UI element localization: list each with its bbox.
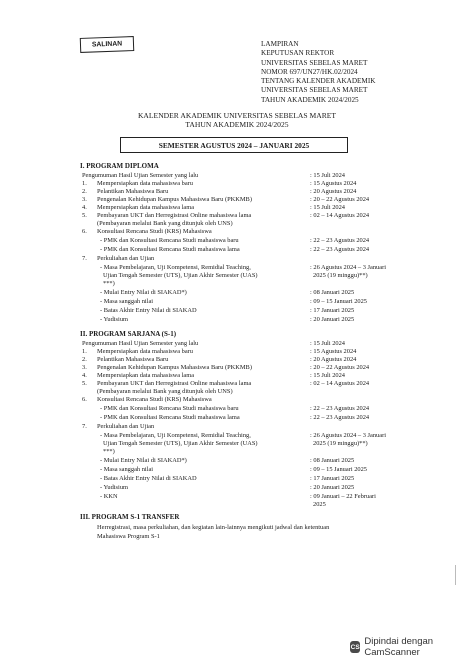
item-date: 2025 (19 minggu)**): [313, 272, 368, 279]
item-label: Mempersiapkan data mahasiswa baru: [97, 348, 194, 355]
subitem-label: - Yudisium: [100, 316, 128, 323]
section-paragraph: Mahasiswa Program S-1: [97, 533, 160, 540]
item-date: : 22 – 23 Agustus 2024: [310, 237, 370, 244]
item-number: 5.: [82, 380, 87, 387]
item-date: : 20 Agustus 2024: [310, 356, 357, 363]
item-label: Pengenalan Kehidupan Kampus Mahasiswa Baru (PKKMB): [97, 196, 252, 203]
lampiran-line: UNIVERSITAS SEBELAS MARET: [261, 86, 368, 95]
item-label: Perkuliahan dan Ujian: [97, 423, 155, 430]
item-date: : 02 – 14 Agustus 2024: [310, 380, 370, 387]
lampiran-header: [261, 40, 375, 105]
item-date: : 22 – 23 Agustus 2024: [310, 405, 370, 412]
item-date: : 09 Januari – 22 Februari: [310, 493, 376, 500]
item-date: : 15 Juli 2024: [310, 204, 345, 211]
subitem-label: - Mulai Entry Nilai di SIAKAD*): [100, 289, 187, 296]
section-heading: III. PROGRAM S-1 TRANSFER: [80, 513, 180, 521]
item-number: 4.: [82, 372, 87, 379]
subitem-label: - Mulai Entry Nilai di SIAKAD*): [100, 457, 187, 464]
item-label: Pelantikan Mahasiswa Baru: [97, 188, 169, 195]
subitem-label: - Masa sanggah nilai: [100, 298, 154, 305]
item-label: Pengenalan Kehidupan Kampus Mahasiswa Baru (PKKMB): [97, 364, 252, 371]
item-date: : 22 – 23 Agustus 2024: [310, 414, 370, 421]
item-label: Pengumuman Hasil Ujian Semester yang lalu: [82, 340, 199, 347]
item-number: 3.: [82, 364, 87, 371]
item-label: Pembayaran UKT dan Herregistrasi Online mahasiswa lama: [97, 380, 252, 387]
item-number: 3.: [82, 196, 87, 203]
item-label: Pengumuman Hasil Ujian Semester yang lalu: [82, 172, 199, 179]
section-heading: I. PROGRAM DIPLOMA: [80, 162, 159, 170]
item-number: 5.: [82, 212, 87, 219]
item-label: Konsultasi Rencana Studi (KRS) Mahasiswa: [97, 396, 212, 403]
lampiran-line: KEPUTUSAN REKTOR: [261, 49, 335, 58]
item-number: 4.: [82, 204, 87, 211]
item-label: Mempersiapkan data mahasiswa lama: [97, 372, 195, 379]
item-date: : 08 Januari 2025: [310, 289, 355, 296]
item-date: : 22 – 23 Agustus 2024: [310, 246, 370, 253]
item-date: 2025 (19 minggu)**): [313, 440, 368, 447]
item-label: Pembayaran UKT dan Herregistrasi Online mahasiswa lama: [97, 212, 252, 219]
item-note: (Pembayaran melalui Bank yang ditunjuk oleh UNS): [97, 388, 233, 395]
semester-banner: SEMESTER AGUSTUS 2024 – JANUARI 2025: [120, 137, 348, 153]
watermark-text: Dipindai dengan CamScanner: [364, 636, 434, 658]
item-label: Mempersiapkan data mahasiswa lama: [97, 204, 195, 211]
lampiran-line: UNIVERSITAS SEBELAS MARET: [261, 58, 368, 67]
subitem-label: ***): [103, 280, 115, 287]
subitem-label: - PMK dan Konsultasi Rencana Studi mahasiswa baru: [100, 237, 239, 244]
item-number: 1.: [82, 180, 87, 187]
document-subtitle: TAHUN AKADEMIK 2024/2025: [185, 120, 289, 129]
salinan-stamp: SALINAN: [80, 36, 134, 53]
subitem-label: Ujian Tengah Semester (UTS), Ujian Akhir Semester (UAS): [103, 272, 258, 279]
item-date: : 09 – 15 Januari 2025: [310, 466, 367, 473]
subitem-label: - PMK dan Konsultasi Rencana Studi mahasiswa lama: [100, 414, 240, 421]
item-number: 6.: [82, 228, 87, 235]
item-number: 1.: [82, 348, 87, 355]
lampiran-line: LAMPIRAN: [261, 40, 299, 48]
subitem-label: - Batas Akhir Entry Nilai di SIAKAD: [100, 307, 197, 314]
item-date: : 02 – 14 Agustus 2024: [310, 212, 370, 219]
item-date: : 20 Januari 2025: [310, 316, 355, 323]
section-heading: II. PROGRAM SARJANA (S-1): [80, 330, 177, 338]
item-label: Perkuliahan dan Ujian: [97, 255, 155, 262]
item-date: : 15 Juli 2024: [310, 340, 345, 347]
item-number: 7.: [82, 423, 87, 430]
item-label: Mempersiapkan data mahasiswa baru: [97, 180, 194, 187]
scan-mark: [455, 565, 456, 585]
subitem-label: - PMK dan Konsultasi Rencana Studi mahasiswa baru: [100, 405, 239, 412]
item-date: : 26 Agustus 2024 – 3 Januari: [310, 264, 386, 271]
item-date: : 09 – 15 Januari 2025: [310, 298, 367, 305]
item-note: (Pembayaran melalui Bank yang ditunjuk oleh UNS): [97, 220, 233, 227]
item-label: Konsultasi Rencana Studi (KRS) Mahasiswa: [97, 228, 212, 235]
document-title: KALENDER AKADEMIK UNIVERSITAS SEBELAS MARET: [137, 111, 337, 120]
item-number: 2.: [82, 356, 87, 363]
item-number: 6.: [82, 396, 87, 403]
lampiran-line: NOMOR 697/UN27/HK.02/2024: [261, 67, 358, 76]
item-date: : 20 Agustus 2024: [310, 188, 357, 195]
camscanner-logo-icon: CS: [350, 641, 360, 653]
section-paragraph: Herregistrasi, masa perkuliahan, dan kegiatan lain-lainnya mengikuti jadwal dan ketentuan: [97, 524, 330, 531]
item-date: : 15 Juli 2024: [310, 372, 345, 379]
item-number: 2.: [82, 188, 87, 195]
item-date: : 15 Agustus 2024: [310, 180, 357, 187]
item-date: : 20 Januari 2025: [310, 484, 355, 491]
subitem-label: ***): [103, 448, 115, 455]
subitem-label: - Batas Akhir Entry Nilai di SIAKAD: [100, 475, 197, 482]
camscanner-watermark: [350, 636, 474, 658]
item-date: : 26 Agustus 2024 – 3 Januari: [310, 432, 386, 439]
lampiran-line: TAHUN AKADEMIK 2024/2025: [261, 95, 359, 104]
subitem-label: - PMK dan Konsultasi Rencana Studi mahasiswa lama: [100, 246, 240, 253]
item-date: : 08 Januari 2025: [310, 457, 355, 464]
item-date: : 15 Juli 2024: [310, 172, 345, 179]
subitem-label: Ujian Tengah Semester (UTS), Ujian Akhir Semester (UAS): [103, 440, 258, 447]
item-date: 2025: [313, 501, 326, 508]
subitem-label: - Masa sanggah nilai: [100, 466, 154, 473]
item-date: : 20 – 22 Agustus 2024: [310, 196, 370, 203]
subitem-label: - KKN: [100, 493, 118, 500]
item-date: : 17 Januari 2025: [310, 307, 355, 314]
item-label: Pelantikan Mahasiswa Baru: [97, 356, 169, 363]
item-date: : 20 – 22 Agustus 2024: [310, 364, 370, 371]
item-date: : 17 Januari 2025: [310, 475, 355, 482]
subitem-label: - Masa Pembelajaran, Uji Kompetensi, Remidial Teaching,: [100, 432, 251, 439]
item-date: : 15 Agustus 2024: [310, 348, 357, 355]
item-number: 7.: [82, 255, 87, 262]
subitem-label: - Masa Pembelajaran, Uji Kompetensi, Remidial Teaching,: [100, 264, 251, 271]
subitem-label: - Yudisium: [100, 484, 128, 491]
lampiran-line: TENTANG KALENDER AKADEMIK: [261, 77, 376, 86]
